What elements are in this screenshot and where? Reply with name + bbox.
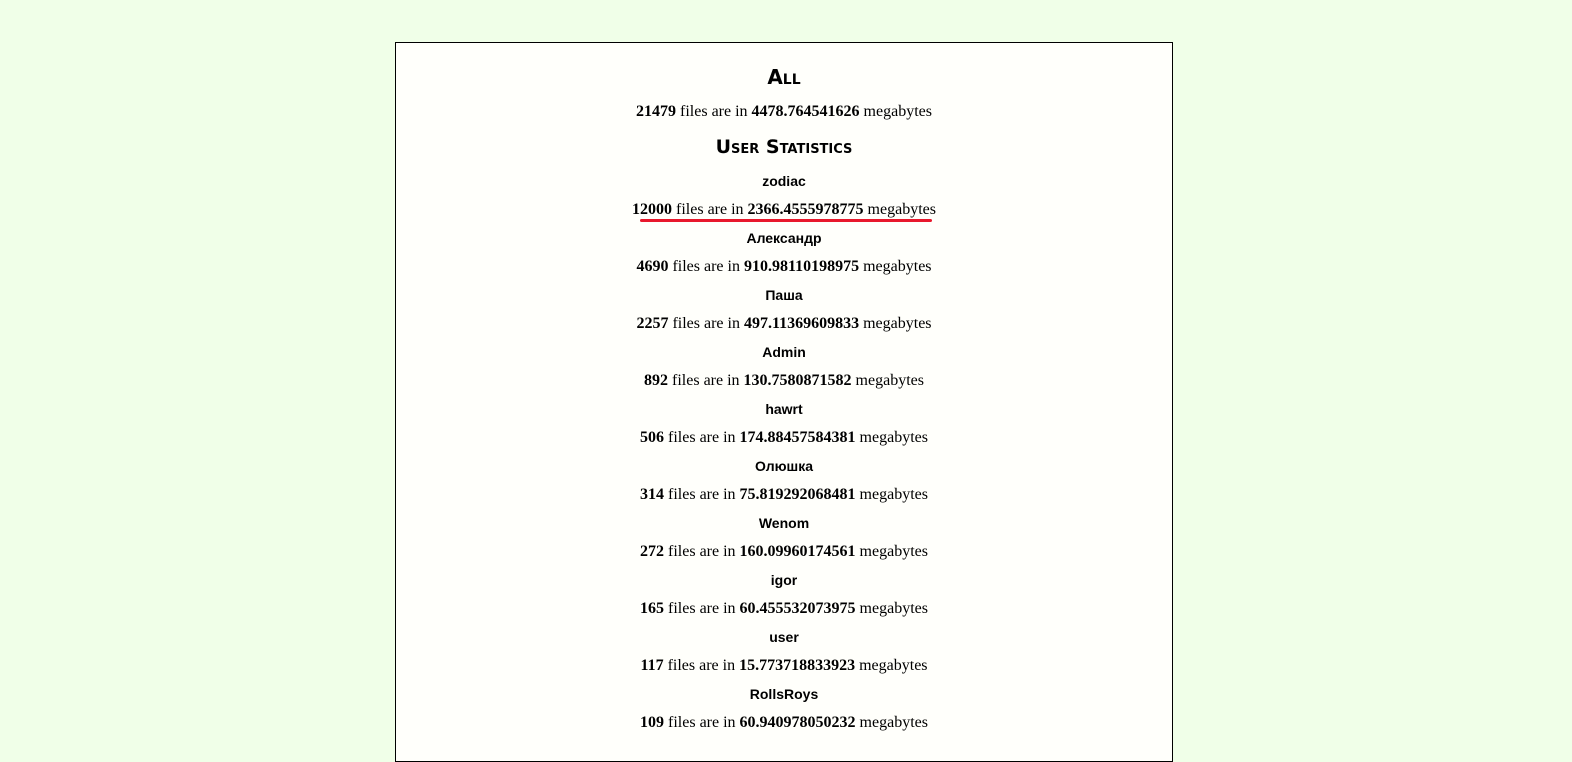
- user-stat: [396, 371, 1172, 391]
- user-name: Александр: [746, 230, 822, 246]
- user-megabytes: 60.455532073975: [739, 600, 856, 617]
- user-stat: [396, 314, 1172, 334]
- user-name: user: [769, 629, 799, 645]
- files-text: files are in: [664, 600, 740, 617]
- user-megabytes: 130.7580871582: [743, 372, 852, 389]
- user-files-count: 4690: [636, 258, 669, 275]
- user-stat: [396, 656, 1172, 676]
- megabytes-text: megabytes: [855, 600, 928, 617]
- megabytes-text: megabytes: [859, 103, 932, 120]
- megabytes-text: megabytes: [859, 258, 932, 275]
- files-text: files are in: [668, 372, 744, 389]
- megabytes-text: megabytes: [855, 429, 928, 446]
- user-stat: [396, 599, 1172, 619]
- user-megabytes: 910.98110198975: [743, 258, 860, 275]
- total-stat: [396, 102, 1172, 122]
- user-stat: [396, 200, 1172, 220]
- megabytes-text: megabytes: [863, 201, 936, 218]
- total-files-count: 21479: [636, 103, 677, 120]
- user-stat: [396, 713, 1172, 733]
- user-files-count: 165: [640, 600, 665, 617]
- user-files-count: 12000: [632, 201, 673, 218]
- user-name: Паша: [765, 287, 803, 303]
- user-files-count: 892: [644, 372, 669, 389]
- megabytes-text: megabytes: [855, 657, 928, 674]
- user-name: RollsRoys: [749, 686, 819, 702]
- total-megabytes: 4478.764541626: [751, 103, 860, 120]
- user-stat: [396, 542, 1172, 562]
- user-megabytes: 60.940978050232: [739, 714, 856, 731]
- user-megabytes: 15.773718833923: [739, 657, 856, 674]
- files-text: files are in: [672, 201, 748, 218]
- user-files-count: 109: [640, 714, 665, 731]
- user-name: Admin: [762, 344, 806, 360]
- user-megabytes: 75.819292068481: [739, 486, 856, 503]
- user-name: Wenom: [758, 515, 810, 531]
- files-text: files are in: [668, 315, 744, 332]
- user-name: zodiac: [762, 173, 806, 189]
- files-text: files are in: [676, 103, 752, 120]
- megabytes-text: megabytes: [859, 315, 932, 332]
- user-megabytes: 497.11369609833: [743, 315, 860, 332]
- user-statistics-heading: User Statistics: [715, 136, 853, 158]
- user-megabytes: 2366.4555978775: [747, 201, 864, 218]
- user-megabytes: 174.88457584381: [739, 429, 856, 446]
- megabytes-text: megabytes: [855, 714, 928, 731]
- megabytes-text: megabytes: [851, 372, 924, 389]
- user-files-count: 117: [640, 657, 664, 674]
- user-files-count: 506: [640, 429, 665, 446]
- user-stat: [396, 485, 1172, 505]
- user-files-count: 314: [640, 486, 665, 503]
- user-megabytes: 160.09960174561: [739, 543, 856, 560]
- user-name: igor: [770, 572, 798, 588]
- megabytes-text: megabytes: [855, 543, 928, 560]
- highlight-underline: [640, 219, 932, 222]
- user-stat: [396, 428, 1172, 448]
- user-name: Олюшка: [754, 458, 814, 474]
- files-text: files are in: [664, 429, 740, 446]
- user-files-count: 272: [640, 543, 665, 560]
- files-text: files are in: [664, 486, 740, 503]
- user-name: hawrt: [765, 401, 803, 417]
- statistics-panel: [395, 42, 1173, 762]
- user-stat: [396, 257, 1172, 277]
- files-text: files are in: [664, 543, 740, 560]
- all-heading: All: [767, 65, 801, 89]
- files-text: files are in: [668, 258, 744, 275]
- user-files-count: 2257: [636, 315, 669, 332]
- files-text: files are in: [663, 657, 740, 674]
- megabytes-text: megabytes: [855, 486, 928, 503]
- files-text: files are in: [664, 714, 740, 731]
